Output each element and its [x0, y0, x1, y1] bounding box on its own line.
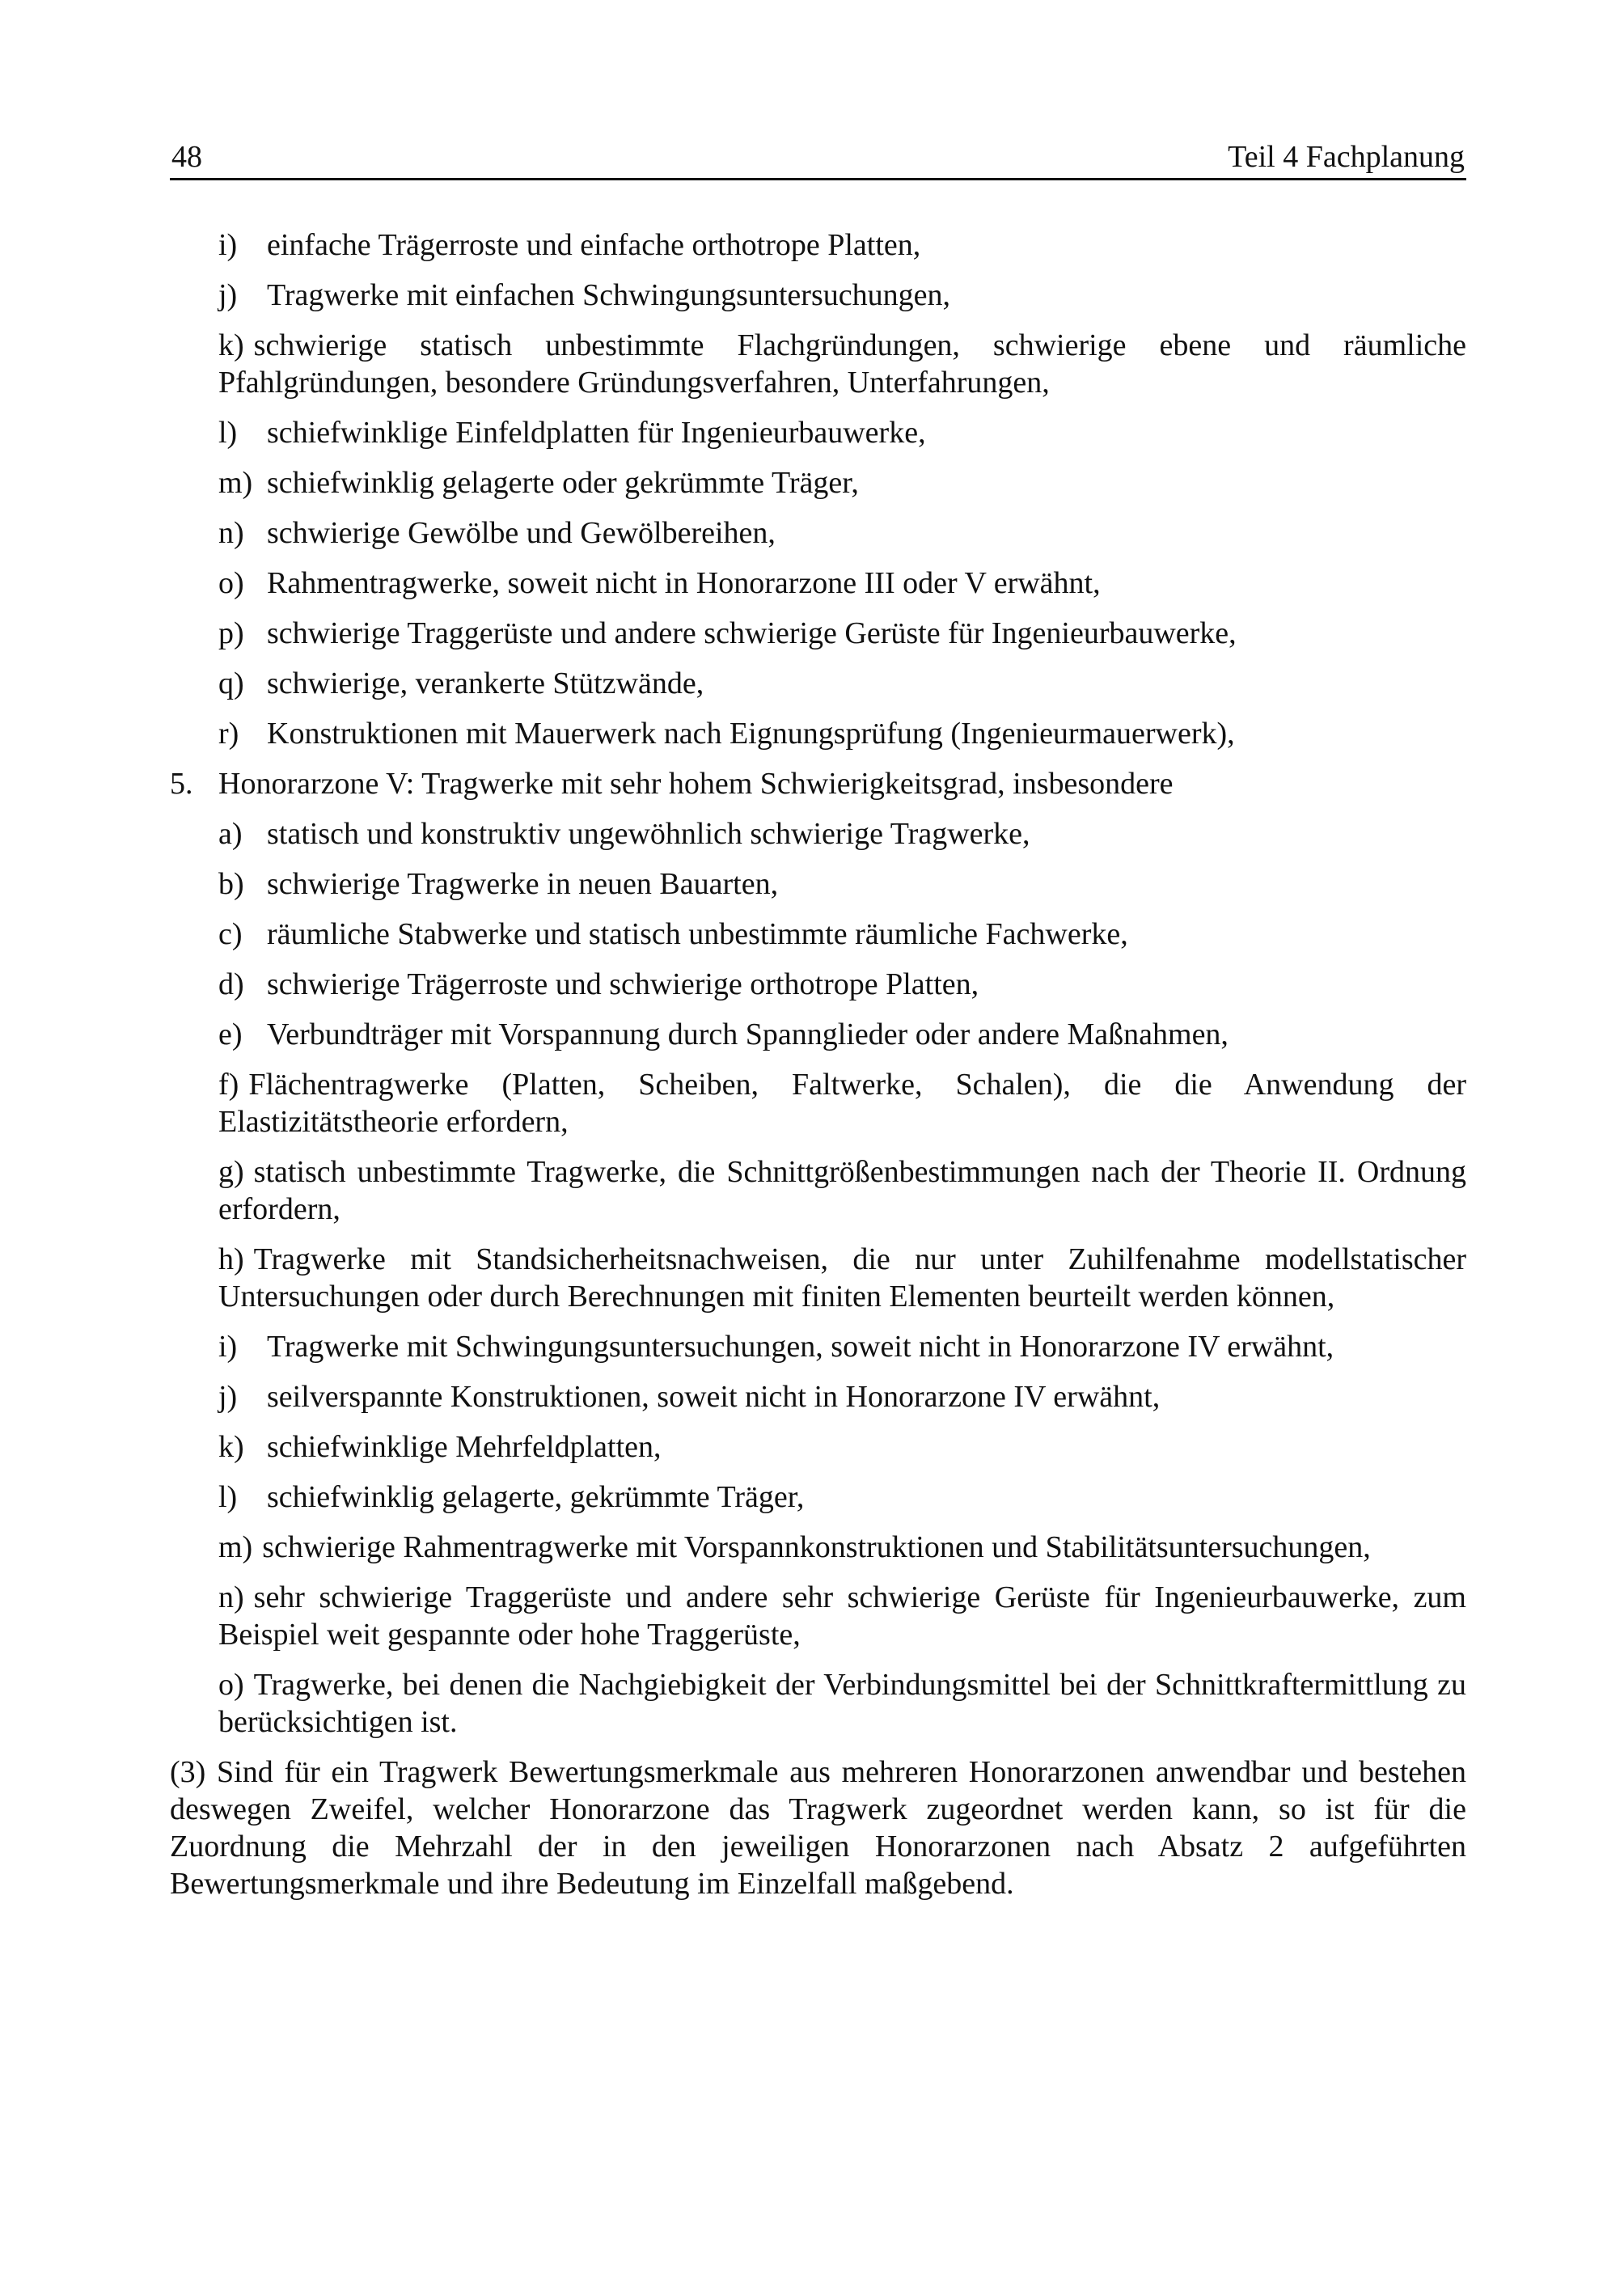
list-item-label: k) — [218, 1430, 244, 1464]
list-item — [218, 665, 1466, 702]
list-item-label: g) — [218, 1155, 244, 1189]
zone-v-list — [170, 815, 1466, 1741]
list-item — [218, 1241, 1466, 1315]
list-item-label: l) — [218, 416, 238, 450]
list-item-text: Flächentragwerke (Platten, Scheiben, Faltwerke, Schalen), die die Anwendung der Elastizitätstheorie erfordern, — [218, 1068, 1466, 1139]
zone-v-heading — [170, 765, 1466, 802]
list-item — [218, 1428, 1466, 1466]
list-item-label: i) — [218, 228, 238, 262]
list-item-text: schwierige statisch unbestimmte Flachgründungen, schwierige ebene und räumliche Pfahlgründungen, besondere Gründungsverfahren, Unterfahrungen, — [218, 328, 1466, 400]
list-item — [218, 277, 1466, 314]
list-item-label: i) — [218, 1330, 238, 1364]
list-item — [218, 464, 1466, 501]
list-item-text: schiefwinklig gelagerte, gekrümmte Träger, — [267, 1480, 805, 1514]
list-item-label: d) — [218, 967, 244, 1001]
list-item-text: schwierige Gewölbe und Gewölbereihen, — [267, 516, 776, 550]
list-item-label: j) — [218, 1380, 238, 1414]
list-item-text: Rahmentragwerke, soweit nicht in Honorarzone III oder V erwähnt, — [267, 566, 1101, 600]
list-item-text: schwierige Tragwerke in neuen Bauarten, — [267, 867, 779, 901]
list-item — [218, 1479, 1466, 1516]
list-item-text: statisch und konstruktiv ungewöhnlich schwierige Tragwerke, — [267, 817, 1030, 851]
list-item-text: Tragwerke mit Standsicherheitsnachweisen, die nur unter Zuhilfenahme modellstatischer Untersuchungen oder durch Berechnungen mit finiten Elementen beurteilt werden können, — [218, 1242, 1466, 1314]
list-item — [218, 1579, 1466, 1653]
list-item-text: sehr schwierige Traggerüste und andere sehr schwierige Gerüste für Ingenieurbauwerke, zum Beispiel weit gespannte oder hohe Traggerüste, — [218, 1580, 1466, 1652]
paragraph-3: (3) Sind für ein Tragwerk Bewertungsmerkmale aus mehreren Honorarzonen anwendbar und bestehen deswegen Zweifel, welcher Honorarzone das Tragwerk zugeordnet werden kann, so ist für die Zuordnung die Mehrzahl der in den jeweiligen Honorarzonen nach Absatz 2 aufgeführten Bewertungsmerkmale und ihre Bedeutung im Einzelfall maßgebend. — [170, 1755, 1466, 1901]
zone-iv-list-continued — [170, 226, 1466, 752]
page-number: 48 — [171, 140, 202, 175]
list-item-text: schwierige Traggerüste und andere schwierige Gerüste für Ingenieurbauwerke, — [267, 616, 1237, 650]
list-item-text: Tragwerke mit Schwingungsuntersuchungen, soweit nicht in Honorarzone IV erwähnt, — [267, 1330, 1334, 1364]
list-item — [218, 565, 1466, 602]
zone-v-number: 5. — [170, 767, 193, 801]
list-item-label: c) — [218, 917, 243, 951]
list-item-label: h) — [218, 1242, 244, 1276]
list-item-text: einfache Trägerroste und einfache orthotrope Platten, — [267, 228, 921, 262]
page-body — [170, 226, 1466, 1902]
list-item-label: o) — [218, 566, 244, 600]
list-item-label: f) — [218, 1068, 239, 1102]
list-item-label: q) — [218, 666, 244, 700]
list-item — [218, 1066, 1466, 1140]
list-item-label: r) — [218, 717, 239, 751]
list-item — [218, 514, 1466, 552]
list-item-text: schwierige Trägerroste und schwierige orthotrope Platten, — [267, 967, 979, 1001]
list-item — [218, 226, 1466, 264]
list-item — [218, 1666, 1466, 1741]
list-item-label: o) — [218, 1668, 244, 1702]
list-item-label: b) — [218, 867, 244, 901]
list-item — [218, 1328, 1466, 1365]
list-item — [218, 1016, 1466, 1053]
list-item-label: m) — [218, 1530, 253, 1564]
list-item-text: schiefwinklige Einfeldplatten für Ingenieurbauwerke, — [267, 416, 926, 450]
list-item — [218, 966, 1466, 1003]
list-item-text: schiefwinklig gelagerte oder gekrümmte Träger, — [267, 466, 859, 500]
list-item — [218, 414, 1466, 451]
list-item — [218, 916, 1466, 953]
list-item — [218, 327, 1466, 401]
list-item — [218, 865, 1466, 903]
section-title: Teil 4 Fachplanung — [1228, 140, 1465, 175]
list-item-text: Konstruktionen mit Mauerwerk nach Eignungsprüfung (Ingenieurmauerwerk), — [267, 717, 1235, 751]
list-item-text: schwierige, verankerte Stützwände, — [267, 666, 704, 700]
list-item-label: a) — [218, 817, 243, 851]
list-item-text: Verbundträger mit Vorspannung durch Spannglieder oder andere Maßnahmen, — [267, 1017, 1229, 1051]
list-item-label: j) — [218, 278, 238, 312]
list-item-text: Tragwerke, bei denen die Nachgiebigkeit der Verbindungsmittel bei der Schnittkraftermittlung zu berücksichtigen ist. — [218, 1668, 1466, 1739]
list-item — [218, 1529, 1466, 1566]
list-item — [218, 1378, 1466, 1415]
list-item — [218, 1153, 1466, 1228]
zone-v-heading-text: Honorarzone V: Tragwerke mit sehr hohem Schwierigkeitsgrad, insbesondere — [218, 767, 1174, 801]
list-item-text: schwierige Rahmentragwerke mit Vorspannkonstruktionen und Stabilitätsuntersuchungen, — [262, 1530, 1371, 1564]
list-item — [218, 715, 1466, 752]
list-item-label: n) — [218, 516, 244, 550]
list-item-text: Tragwerke mit einfachen Schwingungsuntersuchungen, — [267, 278, 950, 312]
list-item-label: n) — [218, 1580, 244, 1614]
list-item-label: l) — [218, 1480, 238, 1514]
list-item — [218, 815, 1466, 852]
list-item — [218, 615, 1466, 652]
list-item-label: m) — [218, 466, 253, 500]
list-item-label: e) — [218, 1017, 243, 1051]
list-item-text: räumliche Stabwerke und statisch unbestimmte räumliche Fachwerke, — [267, 917, 1128, 951]
list-item-text: statisch unbestimmte Tragwerke, die Schnittgrößenbestimmungen nach der Theorie II. Ordnung erfordern, — [218, 1155, 1466, 1226]
list-item-label: k) — [218, 328, 244, 362]
list-item-text: seilverspannte Konstruktionen, soweit nicht in Honorarzone IV erwähnt, — [267, 1380, 1161, 1414]
page-header — [170, 136, 1466, 180]
list-item-text: schiefwinklige Mehrfeldplatten, — [267, 1430, 662, 1464]
list-item-label: p) — [218, 616, 244, 650]
